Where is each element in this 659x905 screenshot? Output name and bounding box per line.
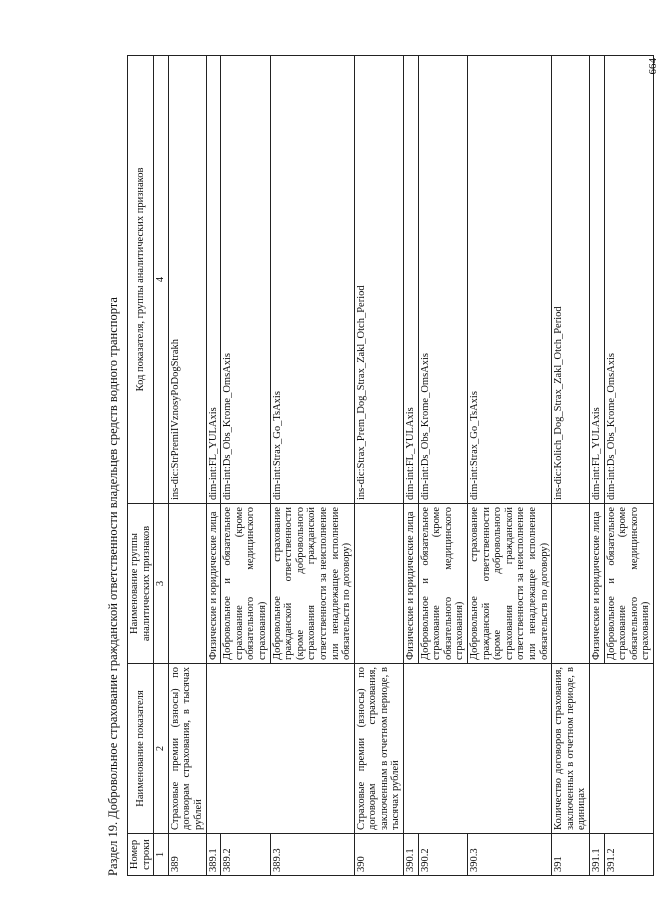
row-number: 390.2 [418, 834, 467, 876]
indicator-name: Страховые премии (взносы) по договорам страхования, в тысячах рублей [168, 664, 206, 834]
indicator-code: dim-int:Strax_Go_TsAxis [468, 56, 552, 504]
table-row [404, 56, 419, 876]
indicator-code: dim-int:Ds_Obs_Krome_OmsAxis [604, 56, 653, 504]
indicator-name [404, 664, 552, 834]
section-title: Раздел 19. Добровольное страхование гражданской ответственности владельцев средств водного транспорта [106, 297, 120, 876]
indicator-code: ins-dic:Kolich_Dog_Strax_Zakl_Otch_Period [552, 56, 590, 504]
table-row [552, 56, 590, 876]
group-name: Добровольное и обязательное страхование (кроме обязательного медицинского страхования) [604, 504, 653, 664]
header-code: Код показателя, группы аналитических признаков [128, 56, 154, 504]
indicator-name: Количество договоров страхования, заключенных в отчетном периоде, в единицах [552, 664, 590, 834]
table-row [206, 56, 221, 876]
group-name: Добровольное страхование гражданской ответственности (кроме добровольного страхования гражданской ответственности за неисполнение или ненадлежащее исполнение обязательств по договору) [270, 504, 354, 664]
group-name: Добровольное страхование гражданской ответственности (кроме добровольного страхования гражданской ответственности за неисполнение или ненадлежащее исполнение обязательств по договору) [468, 504, 552, 664]
table-header-row [128, 56, 154, 876]
group-name [552, 504, 590, 664]
column-number: 4 [154, 56, 169, 504]
indicator-code: ins-dic:Strax_Prem_Dog_Strax_Zakl_Otch_Period [354, 56, 403, 504]
group-name: Физические и юридические лица [404, 504, 419, 664]
group-name: Физические и юридические лица [206, 504, 221, 664]
header-row-number: Номер строки [128, 834, 154, 876]
row-number: 389 [168, 834, 206, 876]
indicator-name: Страховые премии (взносы) по договорам страхования, заключенным в отчетном периоде, в тысячах рублей [354, 664, 403, 834]
group-name: Физические и юридические лица [589, 504, 604, 664]
row-number: 390.1 [404, 834, 419, 876]
indicator-code: dim-int:Ds_Obs_Krome_OmsAxis [418, 56, 467, 504]
page-number: 664 [647, 58, 659, 75]
column-number: 3 [154, 504, 169, 664]
column-number: 2 [154, 664, 169, 834]
column-number: 1 [154, 834, 169, 876]
indicator-name [589, 664, 653, 834]
indicator-code: dim-int:Strax_Go_TsAxis [270, 56, 354, 504]
row-number: 389.2 [221, 834, 270, 876]
table-row [168, 56, 206, 876]
group-name [354, 504, 403, 664]
row-number: 389.1 [206, 834, 221, 876]
row-number: 390.3 [468, 834, 552, 876]
row-number: 391.1 [589, 834, 604, 876]
row-number: 390 [354, 834, 403, 876]
row-number: 389.3 [270, 834, 354, 876]
indicator-code: dim-int:FL_YULAxis [589, 56, 604, 504]
indicator-code: dim-int:Ds_Obs_Krome_OmsAxis [221, 56, 270, 504]
row-number: 391.2 [604, 834, 653, 876]
rotated-content [105, 56, 659, 876]
indicator-code: ins-dic:StrPremiIVznosyPoDogStrakh [168, 56, 206, 504]
table-row [354, 56, 403, 876]
group-name: Добровольное и обязательное страхование (кроме обязательного медицинского страхования) [418, 504, 467, 664]
indicator-code: dim-int:FL_YULAxis [404, 56, 419, 504]
indicator-table [127, 55, 654, 876]
row-number: 391 [552, 834, 590, 876]
indicator-name [206, 664, 354, 834]
group-name [168, 504, 206, 664]
table-row [589, 56, 604, 876]
indicator-code: dim-int:FL_YULAxis [206, 56, 221, 504]
header-indicator-name: Наименование показателя [128, 664, 154, 834]
group-name: Добровольное и обязательное страхование (кроме обязательного медицинского страхования) [221, 504, 270, 664]
header-group-name: Наименование группы аналитических признаков [128, 504, 154, 664]
table-column-number-row [154, 56, 169, 876]
